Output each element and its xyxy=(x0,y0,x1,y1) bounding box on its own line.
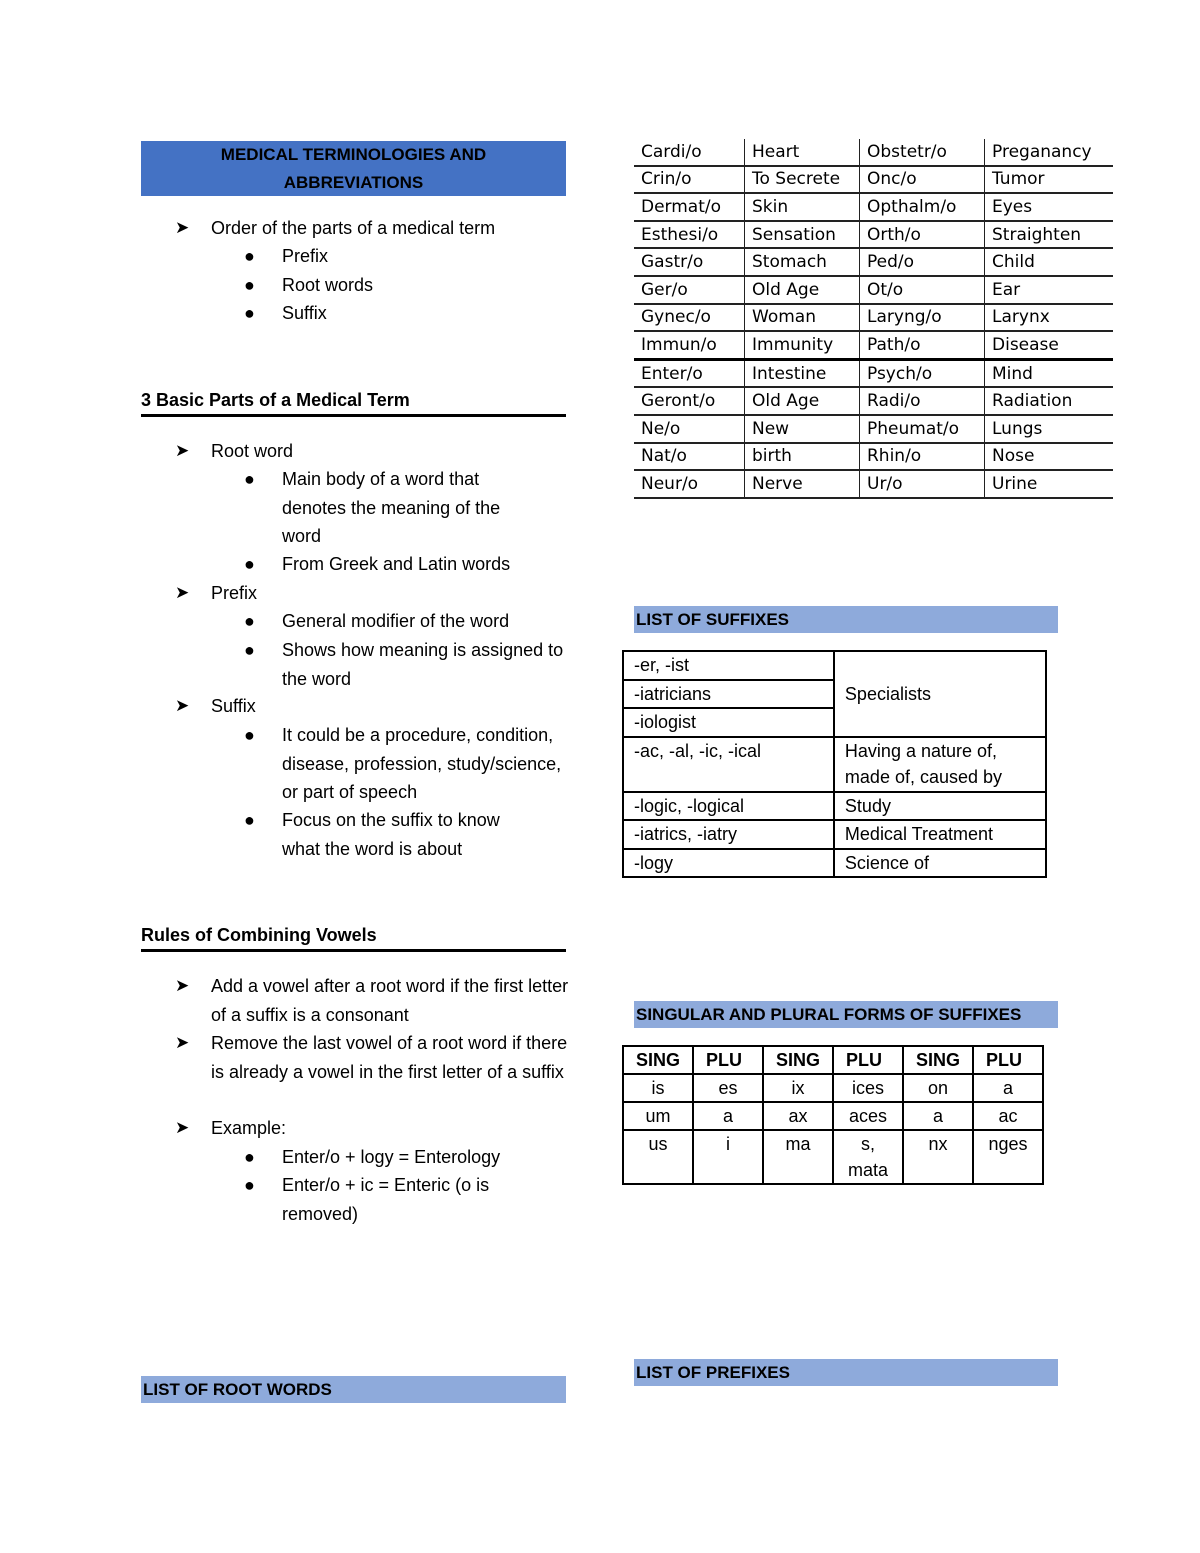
list-item: ● Enter/o + logy = Enterology xyxy=(244,1143,569,1172)
table-row xyxy=(623,792,1046,821)
rule-item: ➤ Example: xyxy=(175,1114,575,1143)
dot-bullet-icon: ● xyxy=(244,1175,255,1195)
list-item: ● Suffix xyxy=(244,299,569,328)
suffix-cell: -logic, -logical xyxy=(623,792,834,821)
root-meaning-cell: Nose xyxy=(985,443,1114,471)
meaning-cell: Specialists xyxy=(834,651,1046,737)
root-term-cell: Immun/o xyxy=(634,331,745,359)
root-meaning-cell: Eyes xyxy=(985,193,1114,221)
root-meaning-cell: Intestine xyxy=(745,359,860,387)
form-cell: i xyxy=(693,1130,763,1184)
form-cell: es xyxy=(693,1074,763,1102)
table-row xyxy=(634,221,1113,249)
root-meaning-cell: Heart xyxy=(745,139,860,166)
table-row xyxy=(623,849,1046,878)
suffix-cell: -logy xyxy=(623,849,834,878)
root-term-cell: Crin/o xyxy=(634,166,745,194)
form-cell: s, mata xyxy=(833,1130,903,1184)
root-meaning-cell: Larynx xyxy=(985,304,1114,332)
root-term-cell: Ne/o xyxy=(634,415,745,443)
list-item: ● Enter/o + ic = Enteric (o is removed) xyxy=(244,1171,569,1228)
suffix-cell: -iatrics, -iatry xyxy=(623,820,834,849)
root-term-cell: Laryng/o xyxy=(860,304,985,332)
form-cell: nges xyxy=(973,1130,1043,1184)
form-cell: a xyxy=(693,1102,763,1130)
prefix-item: ➤ Prefix xyxy=(175,579,575,608)
dot-bullet-icon: ● xyxy=(244,275,255,295)
dot-bullet-icon: ● xyxy=(244,1147,255,1167)
list-item: ● Prefix xyxy=(244,242,569,271)
list-item: ● Main body of a word that denotes the meaning of the word xyxy=(244,465,569,551)
root-meaning-cell: Ear xyxy=(985,276,1114,304)
root-term-cell: Rhin/o xyxy=(860,443,985,471)
root-term-cell: Gastr/o xyxy=(634,248,745,276)
root-term-cell: Neur/o xyxy=(634,470,745,498)
order-item xyxy=(175,214,575,243)
table-row xyxy=(634,331,1113,359)
root-meaning-cell: Child xyxy=(985,248,1114,276)
table-row xyxy=(634,248,1113,276)
root-meaning-cell: Tumor xyxy=(985,166,1114,194)
root-term-cell: Ot/o xyxy=(860,276,985,304)
suffix-cell: -iatricians xyxy=(623,680,834,709)
arrow-bullet-icon: ➤ xyxy=(175,441,190,460)
root-meaning-cell: Skin xyxy=(745,193,860,221)
root-term-cell: Nat/o xyxy=(634,443,745,471)
table-row xyxy=(634,139,1113,166)
suffix-table xyxy=(622,650,1047,878)
list-item: ● From Greek and Latin words xyxy=(244,550,569,579)
table-row xyxy=(634,359,1113,387)
suffix-cell: -iologist xyxy=(623,708,834,737)
root-word-item: ➤ Root word xyxy=(175,437,575,466)
list-item: ● Focus on the suffix to know what the word is about xyxy=(244,806,569,863)
root-meaning-cell: birth xyxy=(745,443,860,471)
table-row xyxy=(634,193,1113,221)
root-meaning-cell: Radiation xyxy=(985,387,1114,415)
root-term-cell: Psych/o xyxy=(860,359,985,387)
arrow-bullet-icon: ➤ xyxy=(175,583,190,602)
table-row xyxy=(623,651,1046,680)
header-cell: SING xyxy=(763,1046,833,1074)
header-cell: PLU xyxy=(693,1046,763,1074)
root-term-cell: Cardi/o xyxy=(634,139,745,166)
prefixes-bar: LIST OF PREFIXES xyxy=(634,1359,1058,1386)
dot-bullet-icon: ● xyxy=(244,810,255,830)
form-cell: um xyxy=(623,1102,693,1130)
root-meaning-cell: Lungs xyxy=(985,415,1114,443)
root-words-table xyxy=(634,139,1113,499)
root-term-cell: Path/o xyxy=(860,331,985,359)
dot-bullet-icon: ● xyxy=(244,246,255,266)
header-cell: SING xyxy=(623,1046,693,1074)
list-item: ● It could be a procedure, condition, disease, profession, study/science, or part of speech xyxy=(244,721,569,807)
root-meaning-cell: Sensation xyxy=(745,221,860,249)
arrow-bullet-icon: ➤ xyxy=(175,976,190,995)
suffixes-bar: LIST OF SUFFIXES xyxy=(634,606,1058,633)
rule-item: ➤ Add a vowel after a root word if the first letter of a suffix is a consonant xyxy=(175,972,575,1029)
form-cell: a xyxy=(903,1102,973,1130)
title-line-1: MEDICAL TERMINOLOGIES AND xyxy=(220,145,487,164)
sing-plu-bar: SINGULAR AND PLURAL FORMS OF SUFFIXES xyxy=(634,1001,1058,1028)
table-row xyxy=(634,470,1113,498)
root-meaning-cell: Urine xyxy=(985,470,1114,498)
table-row xyxy=(623,1074,1043,1102)
root-meaning-cell: Nerve xyxy=(745,470,860,498)
form-cell: us xyxy=(623,1130,693,1184)
table-row xyxy=(623,1102,1043,1130)
form-cell: ma xyxy=(763,1130,833,1184)
root-meaning-cell: Straighten xyxy=(985,221,1114,249)
root-meaning-cell: New xyxy=(745,415,860,443)
root-term-cell: Pheumat/o xyxy=(860,415,985,443)
root-term-cell: Orth/o xyxy=(860,221,985,249)
form-cell: ac xyxy=(973,1102,1043,1130)
root-term-cell: Radi/o xyxy=(860,387,985,415)
root-term-cell: Geront/o xyxy=(634,387,745,415)
dot-bullet-icon: ● xyxy=(244,303,255,323)
root-term-cell: Ur/o xyxy=(860,470,985,498)
order-label: Order of the parts of a medical term xyxy=(211,218,496,238)
root-term-cell: Ger/o xyxy=(634,276,745,304)
root-meaning-cell: Woman xyxy=(745,304,860,332)
form-cell: ax xyxy=(763,1102,833,1130)
root-term-cell: Onc/o xyxy=(860,166,985,194)
root-term-cell: Dermat/o xyxy=(634,193,745,221)
table-row xyxy=(634,276,1113,304)
form-cell: aces xyxy=(833,1102,903,1130)
root-meaning-cell: To Secrete xyxy=(745,166,860,194)
form-cell: a xyxy=(973,1074,1043,1102)
dot-bullet-icon: ● xyxy=(244,725,255,745)
title-line-2: ABBREVIATIONS xyxy=(283,173,424,192)
table-header-row xyxy=(623,1046,1043,1074)
root-term-cell: Enter/o xyxy=(634,359,745,387)
arrow-bullet-icon: ➤ xyxy=(175,218,190,237)
form-cell: nx xyxy=(903,1130,973,1184)
root-meaning-cell: Stomach xyxy=(745,248,860,276)
arrow-bullet-icon: ➤ xyxy=(175,696,190,715)
root-meaning-cell: Old Age xyxy=(745,387,860,415)
sing-plu-table xyxy=(622,1045,1044,1185)
root-words-bar: LIST OF ROOT WORDS xyxy=(141,1376,566,1403)
header-cell: PLU xyxy=(833,1046,903,1074)
root-term-cell: Esthesi/o xyxy=(634,221,745,249)
table-row xyxy=(623,737,1046,792)
meaning-cell: Medical Treatment xyxy=(834,820,1046,849)
suffix-cell: -er, -ist xyxy=(623,651,834,680)
rule-item: ➤ Remove the last vowel of a root word if there is already a vowel in the first letter of a suffix xyxy=(175,1029,575,1086)
table-row xyxy=(634,443,1113,471)
list-item: ● Root words xyxy=(244,271,569,300)
header-cell: SING xyxy=(903,1046,973,1074)
form-cell: on xyxy=(903,1074,973,1102)
table-row xyxy=(634,387,1113,415)
table-row xyxy=(634,166,1113,194)
root-meaning-cell: Immunity xyxy=(745,331,860,359)
table-row xyxy=(634,415,1113,443)
root-meaning-cell: Old Age xyxy=(745,276,860,304)
meaning-cell: Study xyxy=(834,792,1046,821)
dot-bullet-icon: ● xyxy=(244,554,255,574)
root-meaning-cell: Mind xyxy=(985,359,1114,387)
basic-parts-heading: 3 Basic Parts of a Medical Term xyxy=(141,390,566,417)
table-row xyxy=(623,820,1046,849)
list-item: ● General modifier of the word xyxy=(244,607,569,636)
meaning-cell: Having a nature of, made of, caused by xyxy=(834,737,1046,792)
root-meaning-cell: Preganancy xyxy=(985,139,1114,166)
dot-bullet-icon: ● xyxy=(244,640,255,660)
dot-bullet-icon: ● xyxy=(244,611,255,631)
rules-heading: Rules of Combining Vowels xyxy=(141,925,566,952)
form-cell: ices xyxy=(833,1074,903,1102)
root-term-cell: Opthalm/o xyxy=(860,193,985,221)
form-cell: ix xyxy=(763,1074,833,1102)
table-row xyxy=(623,1130,1043,1184)
arrow-bullet-icon: ➤ xyxy=(175,1033,190,1052)
meaning-cell: Science of xyxy=(834,849,1046,878)
table-row xyxy=(634,304,1113,332)
form-cell: is xyxy=(623,1074,693,1102)
header-cell: PLU xyxy=(973,1046,1043,1074)
dot-bullet-icon: ● xyxy=(244,469,255,489)
suffix-cell: -ac, -al, -ic, -ical xyxy=(623,737,834,792)
arrow-bullet-icon: ➤ xyxy=(175,1118,190,1137)
document-title xyxy=(141,141,566,196)
root-term-cell: Obstetr/o xyxy=(860,139,985,166)
list-item: ● Shows how meaning is assigned to the word xyxy=(244,636,569,693)
root-term-cell: Gynec/o xyxy=(634,304,745,332)
suffix-item: ➤ Suffix xyxy=(175,692,575,721)
root-term-cell: Ped/o xyxy=(860,248,985,276)
root-meaning-cell: Disease xyxy=(985,331,1114,359)
